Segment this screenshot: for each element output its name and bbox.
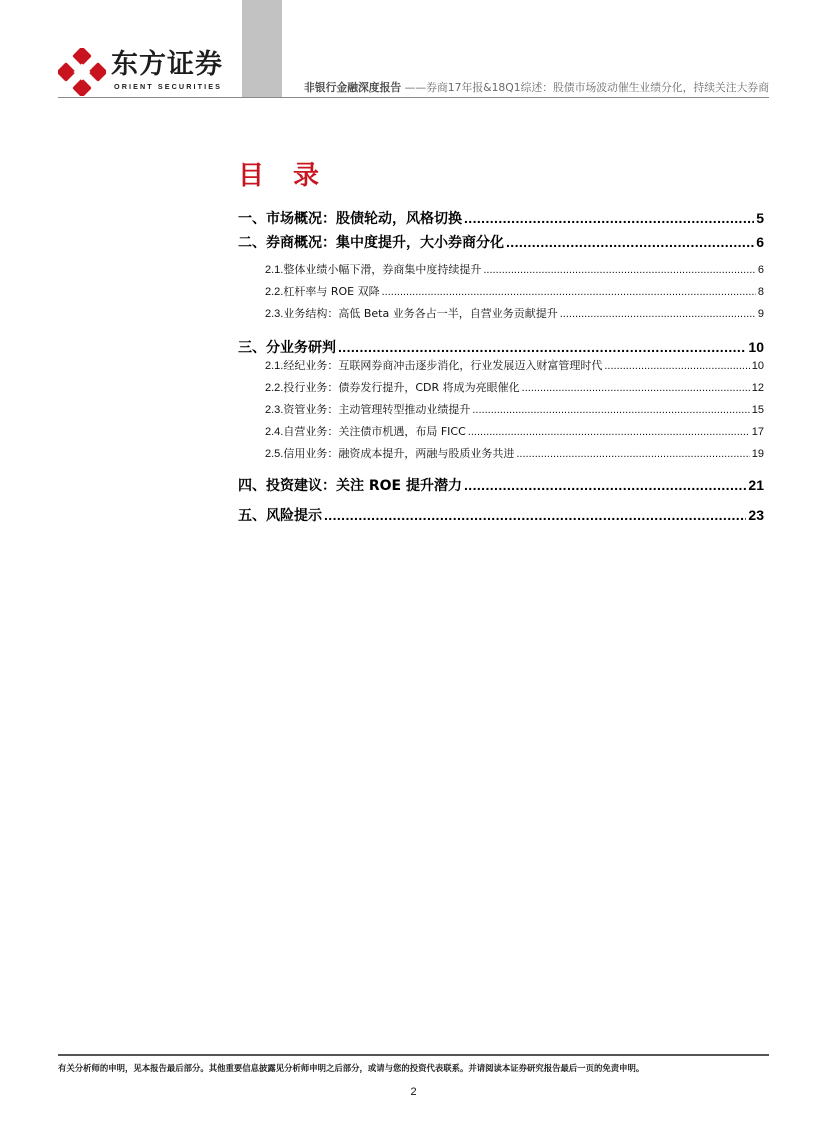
toc-dot-leader xyxy=(472,401,749,419)
report-type: 非银行金融深度报告 xyxy=(304,81,402,94)
toc-entry-label: 整体业绩小幅下滑，券商集中度持续提升 xyxy=(283,263,482,276)
header-gray-bar xyxy=(242,0,282,98)
page-number: 2 xyxy=(410,1086,417,1098)
toc-entry-number: 2.2. xyxy=(265,382,284,394)
toc-entry-page: 8 xyxy=(757,286,764,298)
toc-entry-number: 三、 xyxy=(238,340,266,356)
toc-entry-number: 2.1. xyxy=(265,360,284,372)
toc-entry-page: 10 xyxy=(748,339,764,355)
toc-entry-label: 市场概况：股债轮动，风格切换 xyxy=(266,211,462,227)
toc-entry-number: 一、 xyxy=(238,211,266,227)
toc-entry-label: 券商概况：集中度提升，大小券商分化 xyxy=(266,235,504,251)
toc-entry-subsection[interactable] xyxy=(238,357,764,375)
toc-dot-leader xyxy=(522,379,750,397)
toc-entry-page: 23 xyxy=(748,507,764,523)
toc-entry-page: 12 xyxy=(751,382,764,394)
toc-dot-leader xyxy=(464,207,754,229)
toc-dot-leader xyxy=(324,504,746,526)
toc-entry-subsection[interactable] xyxy=(238,445,764,463)
toc-entry-section[interactable] xyxy=(238,474,764,496)
toc-entry-label: 业务结构：高低 Beta 业务各占一半，自营业务贡献提升 xyxy=(283,307,558,320)
toc-entry-label: 杠杆率与 ROE 双降 xyxy=(283,285,380,298)
toc-entry-page: 17 xyxy=(751,426,764,438)
toc-entry-label: 投资建议：关注 ROE 提升潜力 xyxy=(266,478,462,494)
toc-entry-page: 10 xyxy=(751,360,764,372)
toc-dot-leader xyxy=(604,357,749,375)
toc-entry-number: 五、 xyxy=(238,508,266,524)
logo-mark-icon xyxy=(58,48,106,96)
toc-entry-label: 自营业务：关注债市机遇，布局 FICC xyxy=(283,425,466,438)
toc-entry-page: 6 xyxy=(756,234,764,250)
toc-dot-leader xyxy=(468,423,750,441)
toc-entry-subsection[interactable] xyxy=(238,379,764,397)
toc-entry-page: 15 xyxy=(751,404,764,416)
toc-entry-label: 资管业务：主动管理转型推动业绩提升 xyxy=(283,403,471,416)
toc-dot-leader xyxy=(483,261,756,279)
toc-entry-section[interactable] xyxy=(238,336,764,358)
toc-entry-number: 2.4. xyxy=(265,426,284,438)
logo-chinese-name: 东方证券 xyxy=(111,49,223,80)
toc-entry-label: 分业务研判 xyxy=(266,340,336,356)
toc-entry-page: 6 xyxy=(757,264,764,276)
toc-entry-number: 2.1. xyxy=(265,264,284,276)
toc-entry-section[interactable] xyxy=(238,504,764,526)
toc-dot-leader xyxy=(338,336,746,358)
toc-entry-page: 21 xyxy=(748,477,764,493)
toc-entry-label: 信用业务：融资成本提升，两融与股质业务共进 xyxy=(283,447,515,460)
toc-entry-page: 5 xyxy=(756,210,764,226)
toc-entry-label: 投行业务：债券发行提升，CDR 将成为亮眼催化 xyxy=(283,381,520,394)
toc-entry-label: 风险提示 xyxy=(266,508,322,524)
report-subtitle: ——券商17年报&18Q1综述：股债市场波动催生业绩分化，持续关注大券商 xyxy=(404,81,769,94)
footer-disclaimer: 有关分析师的申明，见本报告最后部分。其他重要信息披露见分析师申明之后部分，或请与您的投资代表联系。并请阅读本证券研究报告最后一页的免责申明。 xyxy=(58,1063,645,1073)
toc-entry-subsection[interactable] xyxy=(238,423,764,441)
toc-dot-leader xyxy=(516,445,749,463)
toc-entry-section[interactable] xyxy=(238,207,764,229)
toc-entry-page: 9 xyxy=(757,308,764,320)
toc-entry-subsection[interactable] xyxy=(238,401,764,419)
toc-dot-leader xyxy=(506,231,754,253)
toc-entry-subsection[interactable] xyxy=(238,261,764,279)
toc-entry-number: 四、 xyxy=(238,478,266,494)
toc-entry-number: 二、 xyxy=(238,235,266,251)
toc-entry-number: 2.2. xyxy=(265,286,284,298)
logo-english-name: ORIENT SECURITIES xyxy=(114,82,222,91)
header-divider xyxy=(58,97,769,98)
toc-entry-number: 2.5. xyxy=(265,448,284,460)
toc-entry-subsection[interactable] xyxy=(238,305,764,323)
toc-entry-page: 19 xyxy=(751,448,764,460)
toc-entry-number: 2.3. xyxy=(265,404,284,416)
toc-dot-leader xyxy=(382,283,756,301)
toc-entry-number: 2.3. xyxy=(265,308,284,320)
toc-entry-subsection[interactable] xyxy=(238,283,764,301)
toc-title: 目 录 xyxy=(238,161,330,191)
toc-dot-leader xyxy=(560,305,756,323)
toc-entry-label: 经纪业务：互联网券商冲击逐步消化，行业发展迈入财富管理时代 xyxy=(283,359,603,372)
toc-entry-section[interactable] xyxy=(238,231,764,253)
footer-divider xyxy=(58,1054,769,1056)
report-header-title xyxy=(304,80,769,95)
toc-dot-leader xyxy=(464,474,746,496)
